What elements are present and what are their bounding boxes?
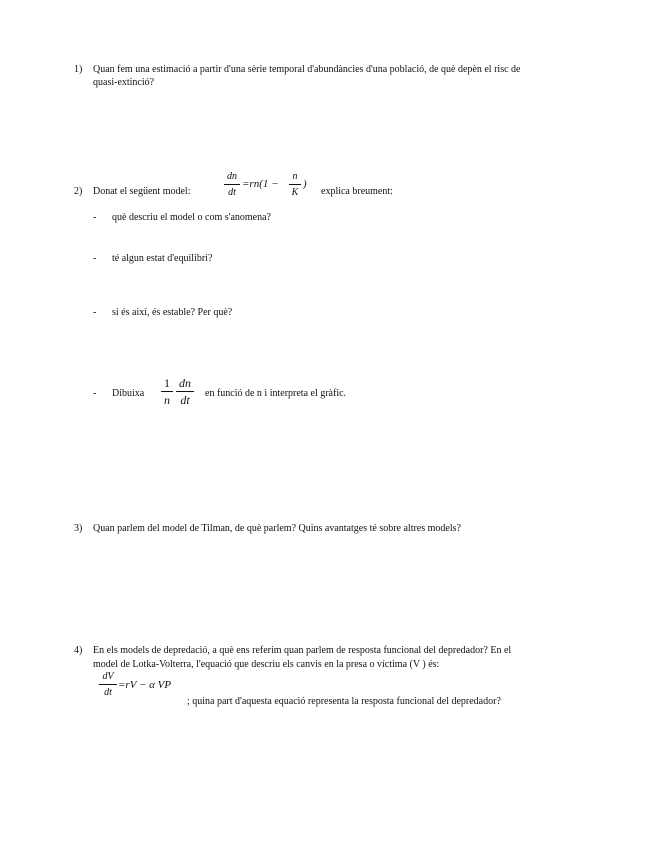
eq-dt: dt (228, 187, 236, 198)
q2-subquestion-text: què descriu el model o com s'anomena? (112, 212, 271, 223)
q2-subquestion-text: té algun estat d'equilibri? (112, 253, 213, 264)
eq-rhs: =rV − α VP (118, 679, 172, 691)
fraction-bar (176, 391, 194, 392)
q4-text-line1: En els models de depredació, a què ens referim quan parlem de resposta funcional del depredador? En el (93, 645, 512, 656)
q2-subquestion-text: si és així, és estable? Per què? (112, 307, 233, 318)
q4-number: 4) (74, 645, 83, 656)
bullet-dash: - (93, 388, 97, 399)
draw-rest: en funció de n i interpreta el gràfic. (205, 388, 347, 399)
bullet-dash: - (93, 307, 97, 318)
eq-dV: dV (102, 671, 114, 682)
q2-intro: Donat el següent model: (93, 186, 191, 197)
eq-n-den: n (164, 393, 170, 407)
q1-text-line2: quasi-extinció? (93, 77, 155, 88)
fraction-bar (99, 684, 117, 685)
q2-after: explica breument: (321, 186, 393, 197)
eq-dt: dt (104, 687, 112, 698)
eq-dt: dt (180, 393, 190, 407)
eq-dn-dt-fraction-2 (176, 376, 194, 407)
q4-tail: ; quina part d'aquesta equació representa la resposta funcional del depredador? (187, 696, 501, 707)
eq-K: K (291, 187, 299, 198)
eq-one-over-n-fraction (161, 376, 173, 407)
q3-number: 3) (74, 523, 83, 534)
bullet-dash: - (93, 212, 97, 223)
draw-word: Dibuixa (112, 388, 145, 399)
q2-number: 2) (74, 186, 83, 197)
eq-n: n (292, 171, 298, 182)
q4-text-line2: model de Lotka-Volterra, l'equació que descriu els canvis en la presa o víctima (V ) és: (93, 659, 440, 670)
eq-dn-dt-fraction (224, 170, 240, 199)
eq-dV-dt-fraction (99, 670, 117, 699)
eq-rn-term: =rn(1 − (242, 178, 279, 190)
eq-dn: dn (227, 171, 237, 182)
eq-n-over-k-fraction (289, 170, 301, 199)
q1-text-line1: Quan fem una estimació a partir d'una sèrie temporal d'abundàncies d'una població, de què depèn el risc de (93, 64, 521, 75)
fraction-bar (289, 184, 301, 185)
q3-text: Quan parlem del model de Tilman, de què parlem? Quins avantatges té sobre altres models? (93, 523, 461, 534)
q1-number: 1) (74, 64, 83, 75)
eq-dn: dn (179, 376, 191, 390)
bullet-dash: - (93, 253, 97, 264)
eq-one: 1 (164, 376, 170, 390)
eq-close-paren: ) (303, 178, 307, 190)
fraction-bar (161, 391, 173, 392)
fraction-bar (224, 184, 240, 185)
